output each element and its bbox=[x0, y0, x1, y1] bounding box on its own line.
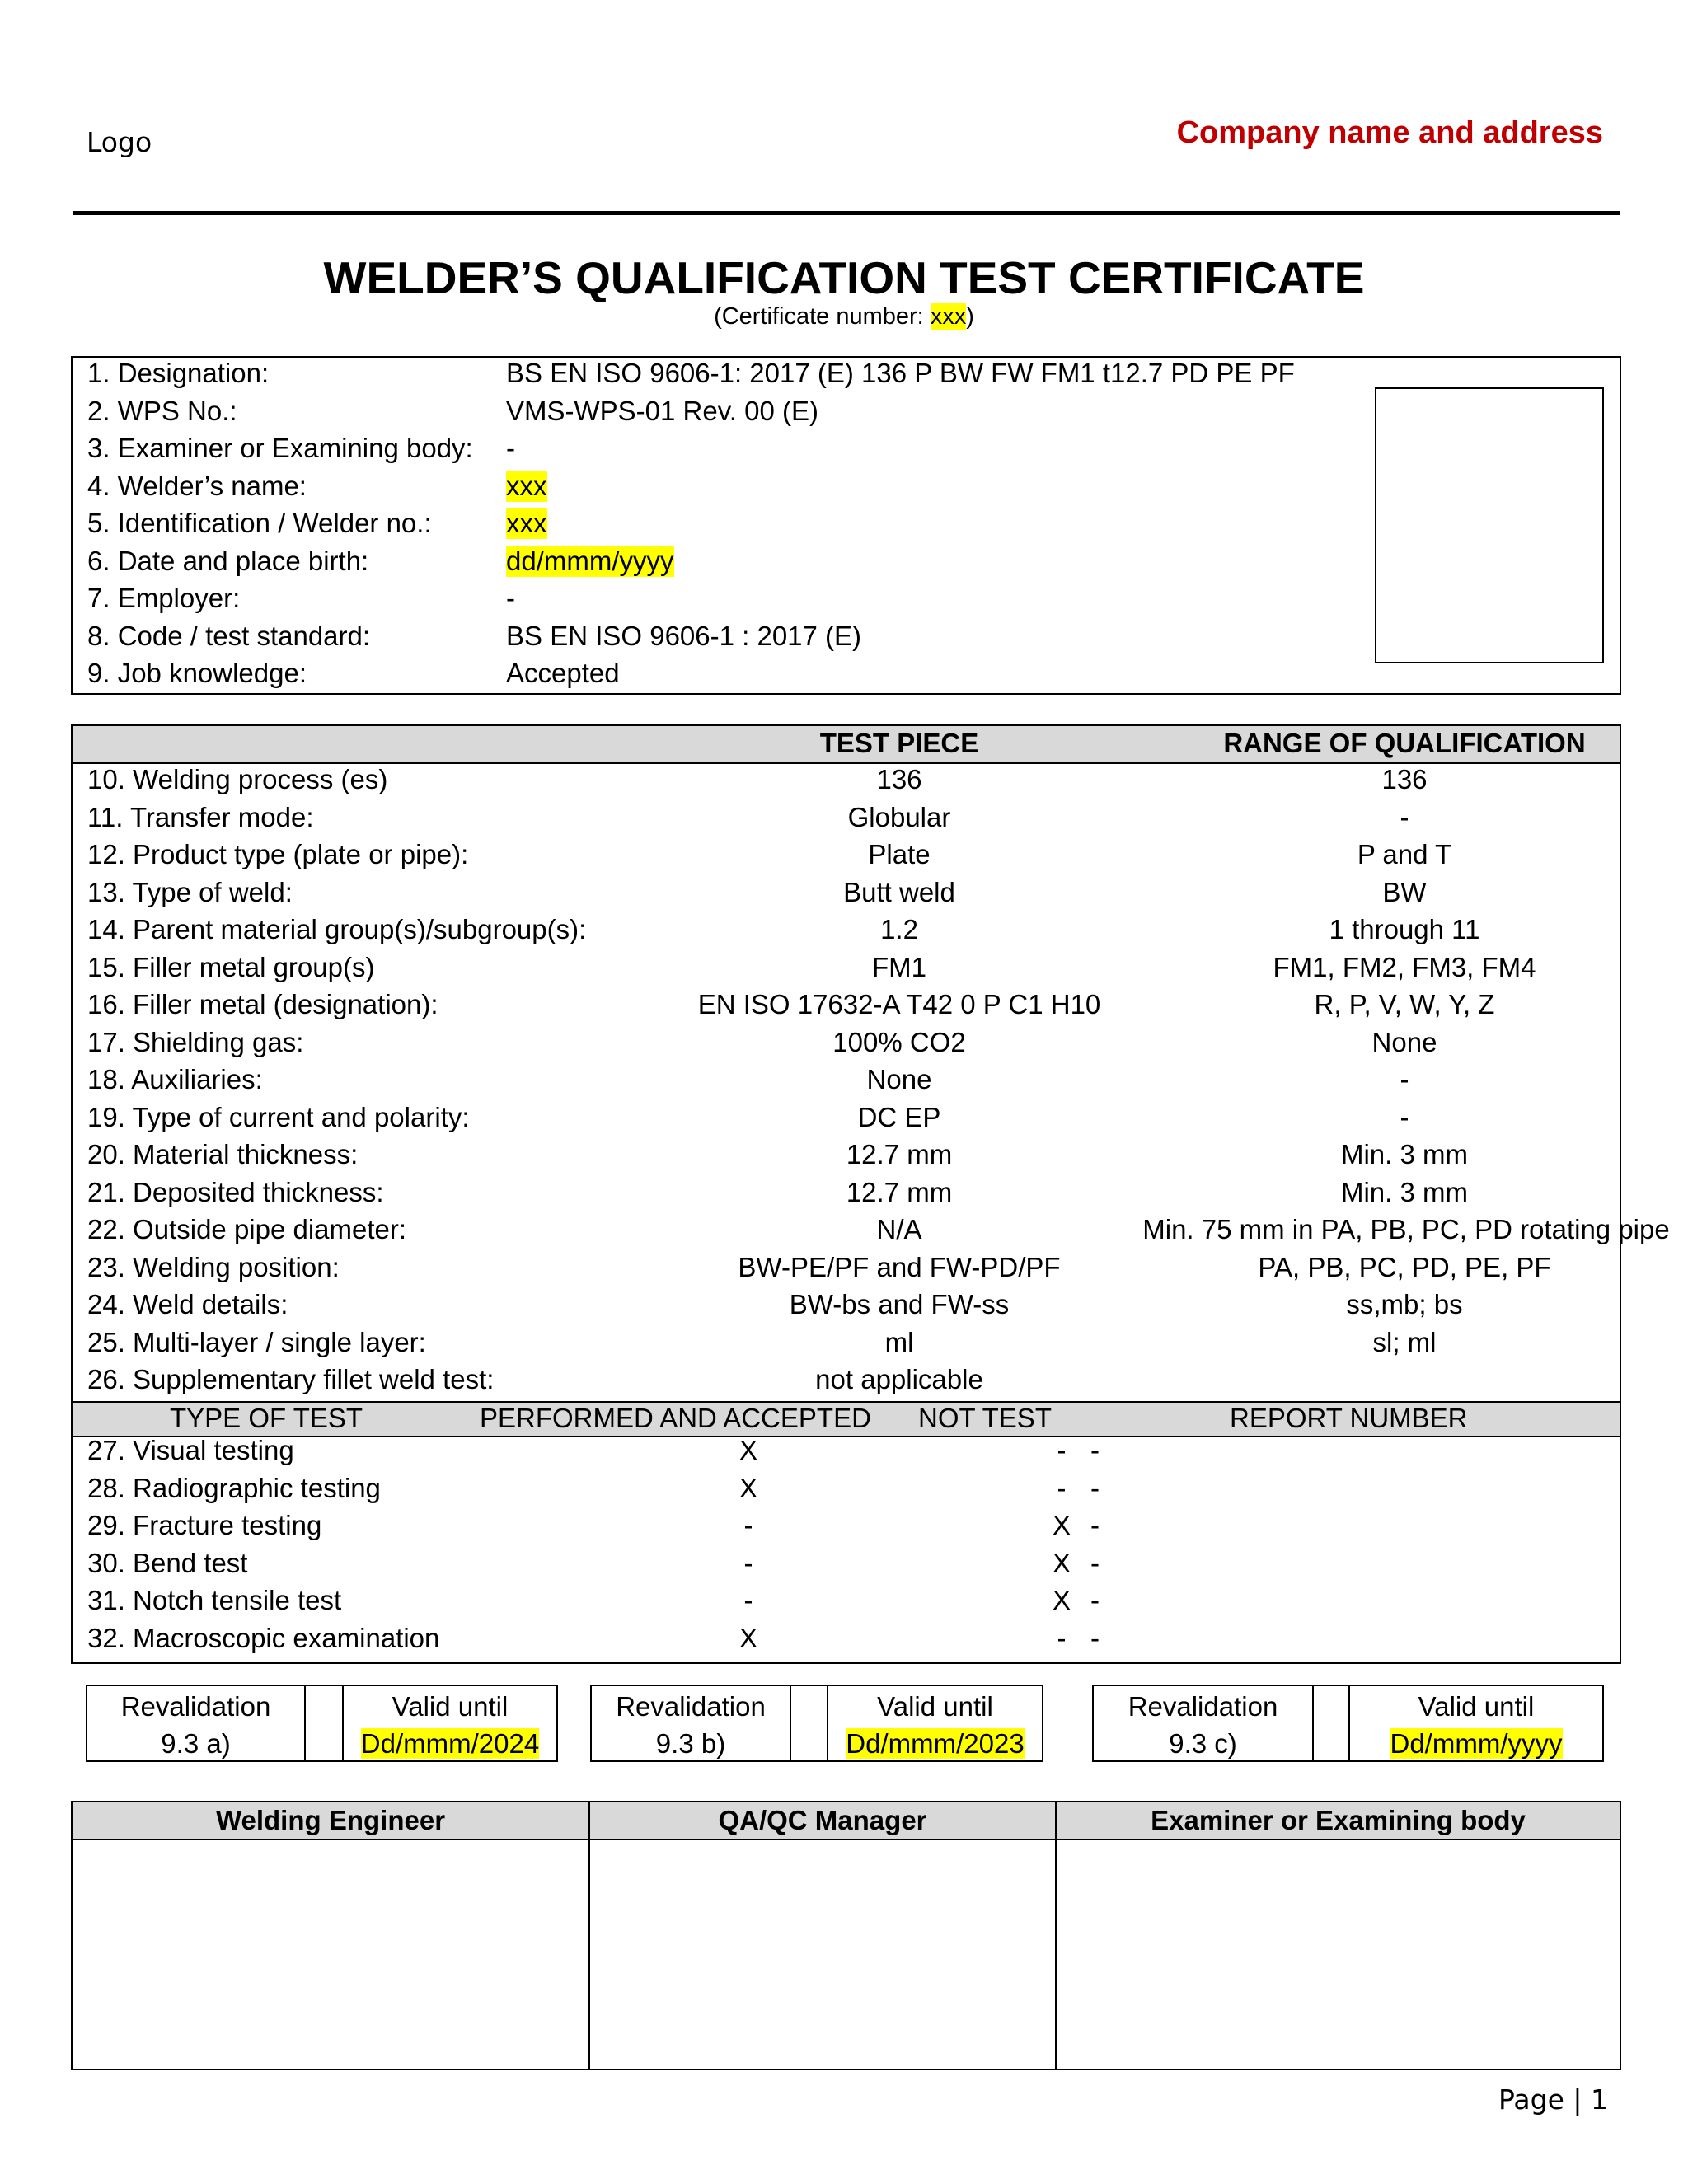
welder-id-value: xxx bbox=[506, 508, 547, 538]
qual-test: 12.7 mm bbox=[846, 1139, 953, 1169]
test-report: - bbox=[1090, 1585, 1100, 1615]
signature-table bbox=[71, 1801, 1621, 2070]
test-performed: X bbox=[738, 1622, 757, 1653]
qual-range: - bbox=[1400, 1064, 1409, 1094]
qualification-table bbox=[71, 724, 1670, 1664]
test-not-test: X bbox=[1052, 1510, 1071, 1540]
qual-label: 24. Weld details: bbox=[87, 1289, 288, 1319]
qual-label: 20. Material thickness: bbox=[87, 1139, 359, 1169]
qual-label: 21. Deposited thickness: bbox=[87, 1176, 384, 1207]
certificate-number-line bbox=[0, 303, 1688, 330]
qual-range: sl; ml bbox=[1372, 1326, 1437, 1357]
revalidation-box-c bbox=[1092, 1685, 1604, 1762]
revalidation-clause: 9.3 c) bbox=[1169, 1728, 1237, 1759]
performed-header: PERFORMED AND ACCEPTED bbox=[480, 1403, 871, 1433]
qual-label: 11. Transfer mode: bbox=[87, 801, 314, 832]
test-label: 31. Notch tensile test bbox=[87, 1585, 342, 1615]
revalidation-title: Revalidation bbox=[120, 1691, 271, 1722]
cert-prefix: (Certificate number: bbox=[714, 303, 931, 330]
test-performed: - bbox=[743, 1547, 753, 1578]
test-label: 32. Macroscopic examination bbox=[87, 1622, 440, 1653]
info-label: 4. Welder’s name: bbox=[87, 470, 307, 501]
test-not-test: X bbox=[1052, 1585, 1071, 1615]
valid-until-label: Valid until bbox=[877, 1691, 993, 1722]
info-value: - bbox=[506, 433, 515, 463]
qual-label: 12. Product type (plate or pipe): bbox=[87, 839, 469, 869]
qual-range: - bbox=[1400, 1101, 1409, 1132]
qual-range: BW bbox=[1382, 876, 1427, 907]
qual-label: 19. Type of current and polarity: bbox=[87, 1101, 470, 1132]
valid-until-date: Dd/mmm/yyyy bbox=[1390, 1728, 1563, 1759]
revalidation-title: Revalidation bbox=[1128, 1691, 1278, 1722]
qual-test: not applicable bbox=[815, 1364, 983, 1394]
info-value: BS EN ISO 9606-1: 2017 (E) 136 P BW FW FM1 t12.7 PD PE PF bbox=[506, 358, 1295, 388]
qual-range: ss,mb; bs bbox=[1346, 1289, 1463, 1319]
valid-until-date: Dd/mmm/2024 bbox=[360, 1728, 540, 1759]
qual-test: BW-PE/PF and FW-PD/PF bbox=[738, 1251, 1061, 1282]
page-number: Page | 1 bbox=[1498, 2083, 1608, 2116]
signature-header: Examiner or Examining body bbox=[1057, 1802, 1620, 1840]
qual-range: None bbox=[1372, 1026, 1437, 1057]
signature-header: QA/QC Manager bbox=[590, 1802, 1055, 1840]
qual-test: 12.7 mm bbox=[846, 1176, 953, 1207]
qual-test: FM1 bbox=[872, 951, 926, 982]
revalidation-clause: 9.3 a) bbox=[161, 1728, 231, 1759]
test-report: - bbox=[1090, 1472, 1100, 1503]
info-label: 9. Job knowledge: bbox=[87, 658, 307, 688]
test-label: 29. Fracture testing bbox=[87, 1510, 322, 1540]
range-header: RANGE OF QUALIFICATION bbox=[1223, 728, 1586, 758]
test-not-test: X bbox=[1052, 1547, 1071, 1578]
info-label: 5. Identification / Welder no.: bbox=[87, 508, 432, 538]
qual-range: Min. 3 mm bbox=[1340, 1176, 1468, 1207]
info-label: 7. Employer: bbox=[87, 583, 241, 613]
qual-label: 15. Filler metal group(s) bbox=[87, 951, 375, 982]
test-label: 27. Visual testing bbox=[87, 1435, 294, 1465]
type-of-test-header: TYPE OF TEST bbox=[170, 1403, 363, 1433]
qual-label: 14. Parent material group(s)/subgroup(s): bbox=[87, 914, 587, 944]
signature-header: Welding Engineer bbox=[73, 1802, 588, 1840]
test-performed: X bbox=[738, 1435, 757, 1465]
qual-test: BW-bs and FW-ss bbox=[789, 1289, 1010, 1319]
qual-test: ml bbox=[884, 1326, 914, 1357]
qual-test: 1.2 bbox=[880, 914, 918, 944]
header-divider bbox=[73, 211, 1620, 215]
qual-label: 25. Multi-layer / single layer: bbox=[87, 1326, 426, 1357]
qual-test: 136 bbox=[876, 764, 922, 794]
qual-range: Min. 3 mm bbox=[1340, 1139, 1468, 1169]
test-report: - bbox=[1090, 1435, 1100, 1465]
report-number-header: REPORT NUMBER bbox=[1230, 1403, 1468, 1433]
info-label: 3. Examiner or Examining body: bbox=[87, 433, 473, 463]
test-piece-header: TEST PIECE bbox=[819, 728, 979, 758]
info-value: VMS-WPS-01 Rev. 00 (E) bbox=[506, 395, 818, 426]
qual-range: 136 bbox=[1381, 764, 1428, 794]
revalidation-clause: 9.3 b) bbox=[655, 1728, 726, 1759]
qual-test: EN ISO 17632-A T42 0 P C1 H10 bbox=[697, 989, 1101, 1019]
info-value: BS EN ISO 9606-1 : 2017 (E) bbox=[506, 620, 862, 651]
valid-until-label: Valid until bbox=[1418, 1691, 1535, 1722]
qual-test: N/A bbox=[876, 1214, 922, 1244]
test-label: 30. Bend test bbox=[87, 1547, 248, 1578]
signature-welding-engineer bbox=[73, 1802, 588, 2069]
valid-until-date: Dd/mmm/2023 bbox=[846, 1728, 1025, 1759]
qual-label: 18. Auxiliaries: bbox=[87, 1064, 263, 1094]
info-value: - bbox=[506, 583, 515, 613]
test-performed: - bbox=[743, 1585, 753, 1615]
page-title: WELDER’S QUALIFICATION TEST CERTIFICATE bbox=[323, 252, 1365, 303]
qual-label: 23. Welding position: bbox=[87, 1251, 340, 1282]
birth-date-value: dd/mmm/yyyy bbox=[506, 545, 674, 576]
test-not-test: - bbox=[1057, 1472, 1067, 1503]
info-label: 2. WPS No.: bbox=[87, 395, 237, 426]
certificate-number: xxx bbox=[930, 303, 967, 330]
qual-range: - bbox=[1400, 801, 1409, 832]
qualification-header-band bbox=[73, 726, 1620, 764]
test-report: - bbox=[1090, 1547, 1100, 1578]
qual-label: 22. Outside pipe diameter: bbox=[87, 1214, 407, 1244]
qual-range: R, P, V, W, Y, Z bbox=[1314, 989, 1495, 1019]
qual-label: 13. Type of weld: bbox=[87, 876, 293, 907]
test-report: - bbox=[1090, 1510, 1100, 1540]
test-label: 28. Radiographic testing bbox=[87, 1472, 381, 1503]
qual-test: 100% CO2 bbox=[832, 1026, 966, 1057]
info-value: Accepted bbox=[506, 658, 620, 688]
qual-label: 26. Supplementary fillet weld test: bbox=[87, 1364, 495, 1394]
test-performed: - bbox=[743, 1510, 753, 1540]
valid-until-label: Valid until bbox=[392, 1691, 509, 1722]
qual-test: DC EP bbox=[857, 1101, 941, 1132]
welder-name-value: xxx bbox=[506, 470, 547, 501]
not-test-header: NOT TEST bbox=[918, 1403, 1052, 1433]
qual-test: Plate bbox=[868, 839, 931, 869]
revalidation-box-b bbox=[590, 1685, 1043, 1762]
qual-test: Globular bbox=[847, 801, 951, 832]
qual-label: 16. Filler metal (designation): bbox=[87, 989, 438, 1019]
qual-range: P and T bbox=[1357, 839, 1452, 869]
cert-suffix: ) bbox=[966, 303, 974, 330]
signature-qa-qc-manager bbox=[590, 1802, 1055, 2069]
info-label: 8. Code / test standard: bbox=[87, 620, 371, 651]
company-name-address: Company name and address bbox=[1176, 115, 1603, 150]
signature-examiner bbox=[1057, 1802, 1620, 2069]
qual-test: None bbox=[866, 1064, 932, 1094]
logo: Logo bbox=[87, 126, 152, 158]
test-performed: X bbox=[738, 1472, 757, 1503]
test-report: - bbox=[1090, 1622, 1100, 1653]
qual-range: PA, PB, PC, PD, PE, PF bbox=[1258, 1251, 1551, 1282]
info-label: 6. Date and place birth: bbox=[87, 545, 369, 576]
info-label: 1. Designation: bbox=[87, 358, 270, 388]
qual-test: Butt weld bbox=[843, 876, 955, 907]
test-header-band bbox=[73, 1401, 1620, 1437]
welder-photo-placeholder bbox=[1375, 387, 1604, 663]
revalidation-box-a bbox=[86, 1685, 558, 1762]
qual-label: 17. Shielding gas: bbox=[87, 1026, 304, 1057]
qual-label: 10. Welding process (es) bbox=[87, 764, 388, 794]
qual-range: FM1, FM2, FM3, FM4 bbox=[1273, 951, 1536, 982]
test-not-test: - bbox=[1057, 1622, 1067, 1653]
qual-range: 1 through 11 bbox=[1329, 914, 1480, 944]
test-not-test: - bbox=[1057, 1435, 1067, 1465]
qual-range: Min. 75 mm in PA, PB, PC, PD rotating pipe bbox=[1142, 1214, 1670, 1244]
revalidation-title: Revalidation bbox=[616, 1691, 766, 1722]
